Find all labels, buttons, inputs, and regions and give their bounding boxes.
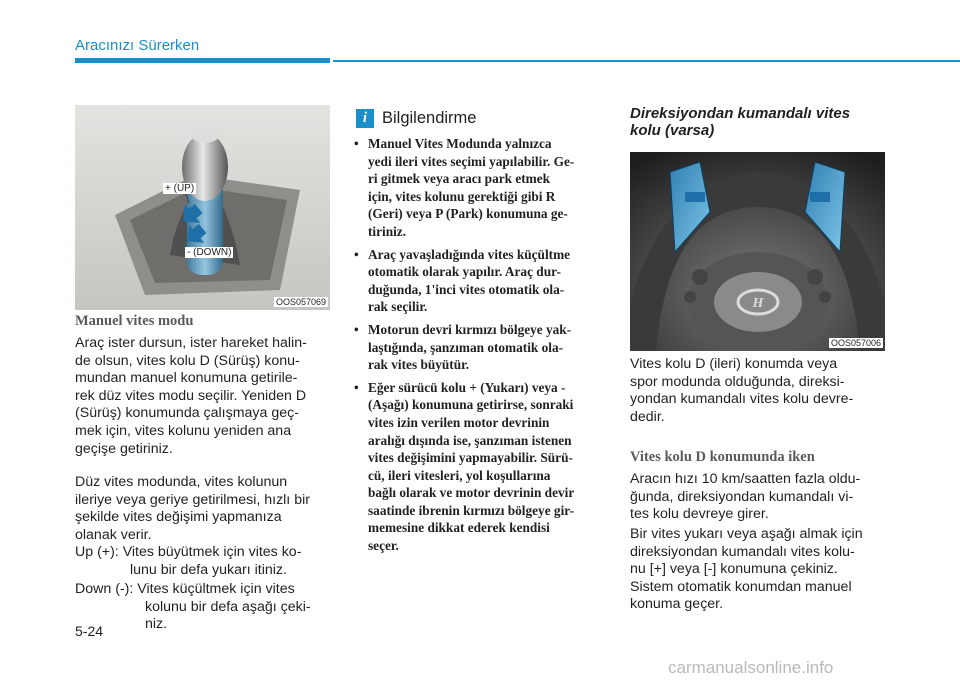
text-line: Sistem otomatik konumdan manuel <box>630 578 852 595</box>
text-line: seçer. <box>368 538 399 554</box>
gear-shifter-figure <box>75 105 330 310</box>
text-line: için, vites kolunu gerektiği gibi R <box>368 188 556 204</box>
text-line: Düz vites modunda, vites kolunun <box>75 474 288 490</box>
down-label: - (DOWN) <box>187 247 232 258</box>
header-rule-accent <box>75 58 330 63</box>
paragraph-down <box>75 581 330 634</box>
text-line: (Geri) veya P (Park) konumuna ge- <box>368 206 568 222</box>
text-line: konuma geçer. <box>630 596 724 613</box>
text-line: Vites kolu D (ileri) konumda veya <box>630 356 838 372</box>
page-number: 5-24 <box>75 623 104 639</box>
paragraph-paddle-intro <box>630 356 885 426</box>
text-line: vites değişimini yapmayabilir. Sürü- <box>368 450 573 466</box>
text-line: otomatik olarak yapılır. Araç dur- <box>368 264 561 280</box>
figure-code: OOS057069 <box>275 297 326 307</box>
text-line: mundan manuel konumuna getirile- <box>75 370 298 387</box>
paddle-shifter-figure <box>630 152 885 351</box>
list-item <box>354 246 606 316</box>
text-line: ğunda, direksiyondan kumandalı vi- <box>630 488 854 505</box>
text-line: saatinde ibrenin kırmızı bölgeye gir- <box>368 502 575 518</box>
text-line: Araç ister dursun, ister hareket halin- <box>75 335 307 351</box>
paddle-shifter-heading <box>630 105 850 139</box>
text-line: Eğer sürücü kolu + (Yukarı) veya - <box>368 379 566 395</box>
figure-code: OOS057006 <box>830 338 881 348</box>
text-line: (Aşağı) konumuna getirirse, sonraki <box>368 397 574 413</box>
text-line: olanak verir. <box>75 526 152 543</box>
svg-text:H: H <box>752 296 764 311</box>
steering-wheel-illustration <box>630 152 885 351</box>
subheading-manual-mode: Manuel vites modu <box>75 313 194 329</box>
text-line: laştığında, şanzıman otomatik ola- <box>368 339 564 355</box>
list-item <box>354 321 606 374</box>
text-line: tiriniz. <box>368 223 407 239</box>
paragraph-shift-procedure <box>630 526 885 614</box>
text-line: cü, ileri vitesleri, yol koşullarına <box>368 467 551 483</box>
text-line: Aracın hızı 10 km/saatten fazla oldu- <box>630 471 861 487</box>
text-line: rak seçilir. <box>368 299 428 315</box>
text-line: (Sürüş) konumunda çalışmaya geç- <box>75 405 299 422</box>
header-rule <box>333 60 960 62</box>
bullet-icon: • <box>354 136 359 151</box>
text-line: Up (+): Vites büyütmek için vites ko- <box>75 544 302 560</box>
text-line: yondan kumandalı vites kolu devre- <box>630 391 854 408</box>
text-line: yedi ileri vites seçimi yapılabilir. Ge- <box>368 153 575 169</box>
list-item <box>354 135 606 241</box>
text-line: Araç yavaşladığında vites küçültme <box>368 246 571 262</box>
text-line: niz. <box>145 616 168 633</box>
info-icon: i <box>356 109 374 128</box>
gear-shifter-illustration <box>75 105 330 310</box>
text-line: vites izin verilen motor devrinin <box>368 414 550 430</box>
paragraph-manual-mode <box>75 335 330 458</box>
text-line: Down (-): Vites küçültmek için vites <box>75 581 295 597</box>
bullet-icon: • <box>354 379 359 395</box>
text-line: şekilde vites değişimi yapmanıza <box>75 509 282 526</box>
text-line: memesine dikkat ederek kendisi <box>368 520 550 536</box>
bullet-icon: • <box>354 246 359 262</box>
text-line: mek için, vites kolunu yeniden ana <box>75 422 292 439</box>
bullet-icon: • <box>354 321 359 337</box>
info-bullet-list <box>354 135 606 560</box>
text-line: de olsun, vites kolu D (Sürüş) konu- <box>75 352 300 369</box>
text-line: spor modunda olduğunda, direksi- <box>630 373 845 390</box>
text-line: kolunu bir defa aşağı çeki- <box>145 598 311 615</box>
info-title: Bilgilendirme <box>382 109 477 127</box>
text-line: tes kolu devreye girer. <box>630 506 769 523</box>
watermark: carmanualsonline.info <box>668 658 834 677</box>
section-title: Aracınızı Sürerken <box>75 37 200 54</box>
text-line: direksiyondan kumandalı vites kolu- <box>630 543 855 560</box>
text-line: aralığı dışında ise, şanzıman istenen <box>368 432 572 448</box>
text-line: Bir vites yukarı veya aşağı almak için <box>630 526 863 542</box>
text-line: rak vites büyütür. <box>368 357 470 373</box>
text-line: nu [+] veya [-] konumuna çekiniz. <box>630 561 838 578</box>
subheading-d-position: Vites kolu D konumunda iken <box>630 449 815 465</box>
text-line: ileriye veya geriye getirilmesi, hızlı bir <box>75 491 310 508</box>
text-line: bağlı olarak ve motor devrinin devir <box>368 485 575 501</box>
paragraph-shift-intro <box>75 474 330 544</box>
text-line: ri gitmek veya aracı park etmek <box>368 171 551 187</box>
text-line: rek düz vites modu seçilir. Yeniden D <box>75 387 307 404</box>
text-line: duğunda, 1'inci vites otomatik ola- <box>368 281 565 297</box>
text-line: lunu bir defa yukarı itiniz. <box>130 561 287 578</box>
text-line: geçişe getiriniz. <box>75 440 173 457</box>
heading-line: kolu (varsa) <box>630 122 715 139</box>
paragraph-up <box>75 544 330 579</box>
text-line: dedir. <box>630 408 665 425</box>
text-line: Motorun devri kırmızı bölgeye yak- <box>368 321 572 337</box>
paragraph-speed <box>630 471 885 524</box>
text-line: Manuel Vites Modunda yalnızca <box>368 136 552 151</box>
heading-line: Direksiyondan kumandalı vites <box>630 105 851 122</box>
up-label: + (UP) <box>165 183 195 194</box>
list-item <box>354 379 606 555</box>
